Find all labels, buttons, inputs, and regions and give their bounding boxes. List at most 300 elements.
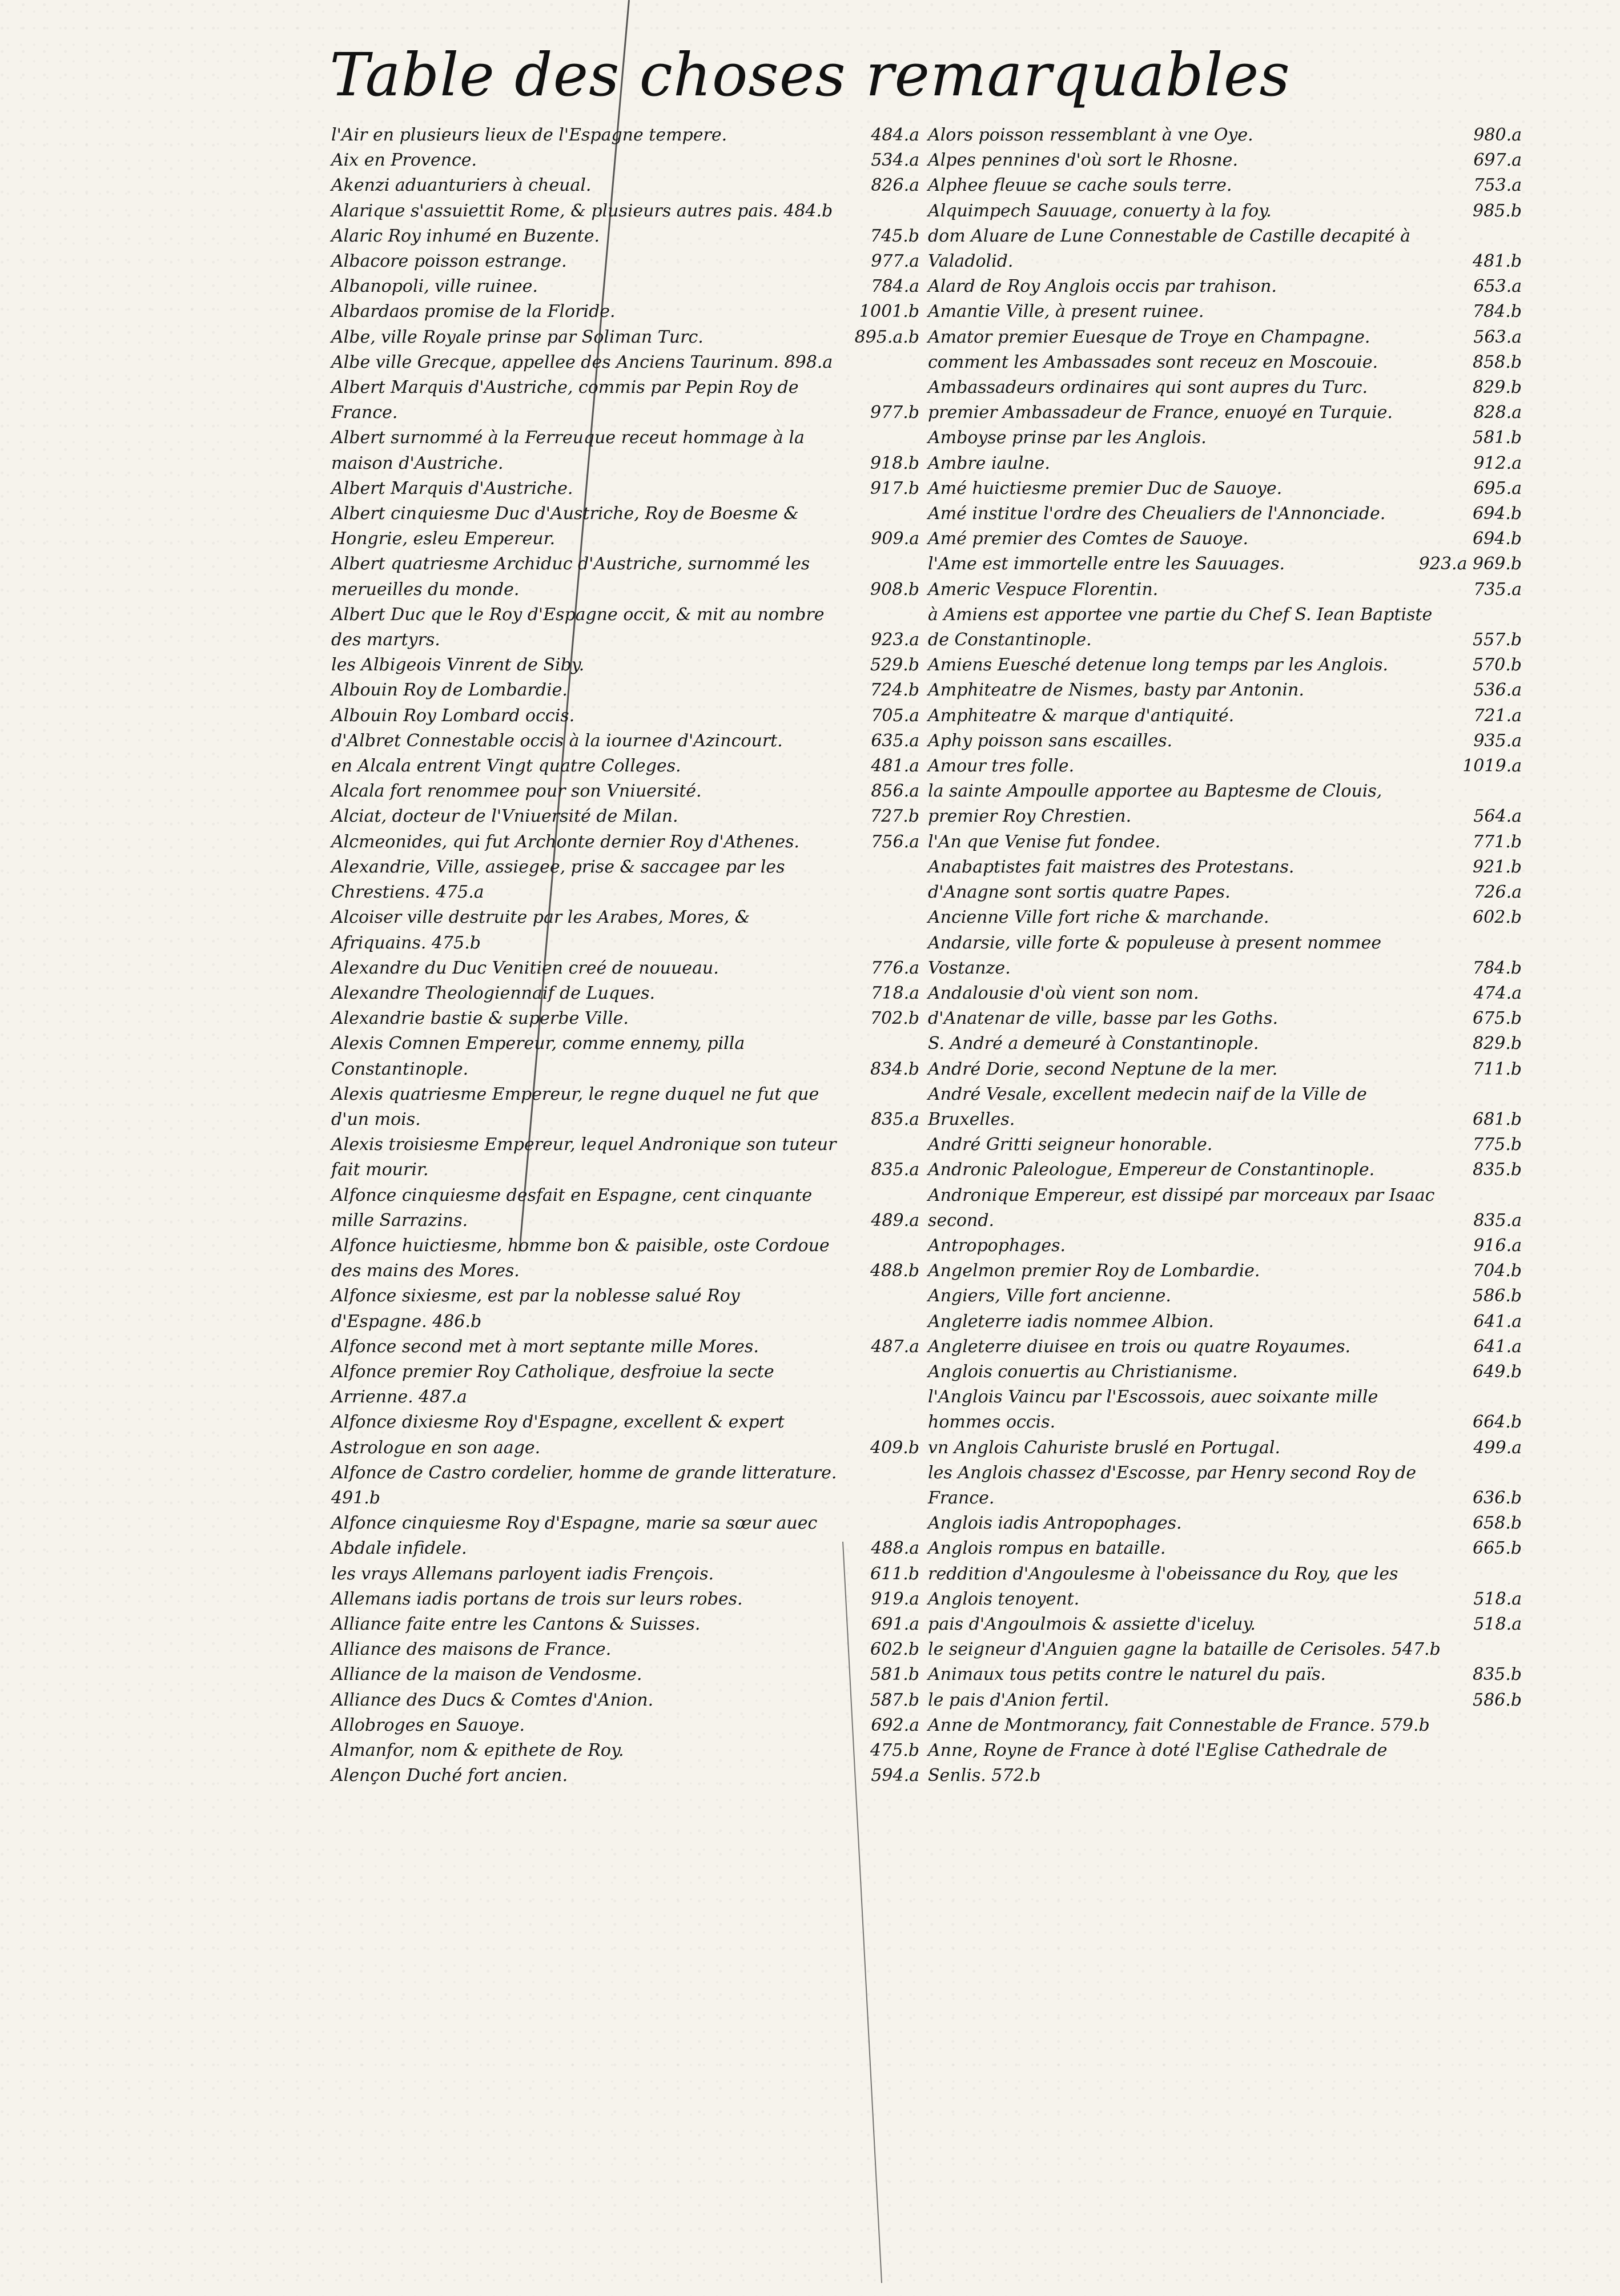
index-entry-text: Albacore poisson estrange. (331, 251, 567, 272)
index-entry-text: Amiens Euesché detenue long temps par les Anglois. (928, 655, 1388, 675)
index-entry-page: 724.b (870, 680, 919, 701)
index-entry-page: 916.a (1473, 1235, 1522, 1256)
index-entry-text: Albouin Roy de Lombardie. (331, 680, 568, 701)
index-entry-text: Alarique s'assuiettit Rome, & plusieurs autres pais. 484.b (331, 200, 833, 221)
index-entry (331, 703, 919, 729)
index-entry-text: Alcmeonides, qui fut Archonte dernier Roy d'Athenes. (331, 831, 799, 852)
index-entry-text: vn Anglois Cahuriste bruslé en Portugal. (928, 1437, 1281, 1458)
index-entry-text: Alexis troisiesme Empereur, lequel Andronique son tuteur fait mourir. (331, 1135, 837, 1180)
index-entry-page: 658.b (1472, 1513, 1522, 1534)
index-entry (928, 729, 1522, 754)
index-entry (928, 1284, 1522, 1309)
index-entry-text: l'Air en plusieurs lieux de l'Espagne tempere. (331, 125, 727, 145)
index-entry (928, 1157, 1522, 1183)
index-entry-text: Alfonce sixiesme, est par la noblesse salué Roy d'Espagne. 486.b (331, 1286, 740, 1332)
index-entry-page: 704.b (1472, 1261, 1522, 1281)
index-entry (928, 1738, 1522, 1788)
index-entry-text: Allobroges en Sauoye. (331, 1715, 525, 1735)
index-entry-page: 536.a (1473, 680, 1522, 701)
index-entry-page: 784.b (1472, 958, 1522, 978)
index-entry-text: Alfonce premier Roy Catholique, desfroiue la secte Arrienne. 487.a (331, 1361, 774, 1408)
index-entry-page: 718.a (871, 983, 919, 1003)
index-entry-text: Angiers, Ville fort ancienne. (928, 1286, 1171, 1306)
index-entry-text: Aphy poisson sans escailles. (928, 730, 1173, 751)
index-entry (928, 148, 1522, 173)
index-entry-text: le pais d'Anion fertil. (928, 1690, 1110, 1710)
index-entry (928, 1360, 1522, 1385)
index-entry (928, 1688, 1522, 1713)
index-entry (928, 476, 1522, 501)
index-entry-page: 481.b (1472, 251, 1522, 272)
index-entry-text: comment les Ambassades sont receuz en Moscouie. (928, 352, 1378, 372)
index-entry-page: 826.a (871, 175, 919, 196)
index-entry-text: Alfonce cinquiesme desfait en Espagne, cent cinquante mille Sarrazins. (331, 1185, 813, 1231)
index-entry (928, 1334, 1522, 1360)
index-entry-text: Amé huictiesme premier Duc de Sauoye. (928, 478, 1283, 498)
index-entry (331, 425, 919, 476)
index-entry (928, 299, 1522, 324)
index-entry-text: Alaric Roy inhumé en Buzente. (331, 226, 600, 246)
index-entry-text: Andronique Empereur, est dissipé par morceaux par Isaac second. (928, 1185, 1435, 1231)
index-entry (928, 1082, 1522, 1132)
index-entry-text: Albert Marquis d'Austriche, commis par Pepin Roy de France. (331, 377, 799, 423)
index-entry-page: 702.b (870, 1008, 919, 1029)
index-entry-page: 1001.b (859, 301, 919, 322)
index-entry-text: S. André a demeuré à Constantinople. (928, 1034, 1259, 1054)
index-entry-page: 923.a (871, 630, 919, 650)
index-entry-page: 564.a (1473, 806, 1522, 827)
index-entry-text: Anglois rompus en bataille. (928, 1538, 1166, 1559)
index-entry-text: Akenzi aduanturiers à cheual. (331, 175, 592, 196)
index-entry-page: 474.a (1473, 983, 1522, 1003)
index-entry-text: Albardaos promise de la Floride. (331, 301, 616, 322)
index-entry (331, 1334, 919, 1360)
index-entry (331, 1662, 919, 1687)
index-entry-page: 775.b (1472, 1135, 1522, 1155)
index-entry (928, 274, 1522, 299)
index-entry-text: Alexandre Theologiennaif de Luques. (331, 983, 656, 1003)
index-entry (331, 956, 919, 981)
index-entry-text: Ancienne Ville fort riche & marchande. (928, 907, 1269, 928)
index-entry-text: Aix en Provence. (331, 150, 477, 171)
index-entry (928, 653, 1522, 678)
index-entry (928, 1031, 1522, 1056)
index-entry-text: Albert Marquis d'Austriche. (331, 478, 573, 498)
index-entry-text: Alexis Comnen Empereur, comme ennemy, pilla Constantinople. (331, 1034, 745, 1079)
index-entry (928, 1536, 1522, 1561)
index-entry-page: 828.a (1473, 403, 1522, 423)
index-entry-text: d'Anatenar de ville, basse par les Goths. (928, 1008, 1279, 1029)
index-entry-page: 753.a (1473, 175, 1522, 196)
index-entry-page: 776.a (871, 958, 919, 978)
index-entry (331, 173, 919, 198)
index-entry-text: Andronic Paleologue, Empereur de Constantinople. (928, 1160, 1375, 1180)
index-entry-text: Amphiteatre & marque d'antiquité. (928, 705, 1235, 726)
index-entry-page: 784.a (871, 276, 919, 297)
index-entry-page: 636.b (1472, 1487, 1522, 1508)
index-entry-page: 488.b (870, 1261, 919, 1281)
index-entry (331, 905, 919, 955)
index-entry (928, 931, 1522, 981)
index-entry-text: Albe, ville Royale prinse par Soliman Turc. (331, 327, 704, 347)
index-entry-page: 641.a (1473, 1311, 1522, 1332)
index-entry-page: 488.a (871, 1538, 919, 1559)
index-entry-page: 727.b (870, 806, 919, 827)
index-entry-page: 499.a (1473, 1437, 1522, 1458)
index-entry-text: Amator premier Euesque de Troye en Champagne. (928, 327, 1370, 347)
index-entry (928, 1637, 1522, 1662)
index-entry-text: André Dorie, second Neptune de la mer. (928, 1059, 1278, 1079)
index-entry-text: Animaux tous petits contre le naturel du païs. (928, 1664, 1326, 1685)
index-entry (331, 501, 919, 552)
index-entry-text: Andalousie d'où vient son nom. (928, 983, 1199, 1003)
index-entry (331, 1284, 919, 1334)
index-entry-page: 635.a (871, 730, 919, 751)
index-entry-text: Angelmon premier Roy de Lombardie. (928, 1261, 1260, 1281)
index-entry-text: Alliance des Ducs & Comtes d'Anion. (331, 1690, 654, 1710)
index-entry-text: pais d'Angoulmois & assiette d'iceluy. (928, 1614, 1256, 1634)
index-entry-text: Anabaptistes fait maistres des Protestans. (928, 857, 1295, 877)
index-entry (331, 1461, 919, 1511)
index-entry (331, 1562, 919, 1587)
index-entry-text: Albert surnommé à la Ferreuque receut hommage à la maison d'Austriche. (331, 428, 805, 473)
index-entry (331, 350, 919, 375)
index-entry (331, 375, 919, 425)
index-entry-text: l'Anglois Vaincu par l'Escossois, auec soixante mille hommes occis. (928, 1387, 1378, 1433)
index-entry (331, 1132, 919, 1183)
index-entry-page: 756.a (871, 831, 919, 852)
index-entry-text: Alcoiser ville destruite par les Arabes, Mores, & Afriquains. 475.b (331, 907, 750, 953)
index-entry (331, 1360, 919, 1410)
index-entry (928, 678, 1522, 703)
index-entry (928, 451, 1522, 476)
index-entry-text: Albanopoli, ville ruinee. (331, 276, 538, 297)
index-entry (928, 1183, 1522, 1233)
index-column-left (331, 123, 919, 1788)
index-entry-page: 909.a (871, 529, 919, 549)
index-entry-text: Anglois conuertis au Christianisme. (928, 1361, 1238, 1382)
index-entry-page: 475.b (870, 1740, 919, 1760)
index-entry (928, 1309, 1522, 1334)
index-entry-text: la sainte Ampoulle apportee au Baptesme de Clouis, premier Roy Chrestien. (928, 781, 1382, 827)
index-entry (331, 274, 919, 299)
index-entry-page: 918.b (870, 453, 919, 473)
index-entry-page: 641.a (1473, 1336, 1522, 1357)
index-entry-text: Ambassadeurs ordinaires qui sont aupres du Turc. (928, 377, 1368, 398)
index-entry-text: Alcala fort renommee pour son Vniuersité. (331, 781, 702, 802)
index-entry-page: 919.a (871, 1589, 919, 1609)
index-entry (928, 905, 1522, 930)
index-entry-text: Angleterre iadis nommee Albion. (928, 1311, 1214, 1332)
page-title: Table des choses remarquables (329, 40, 1291, 110)
index-entry-text: Alexandrie, Ville, assiegee, prise & saccagee par les Chrestiens. 475.a (331, 857, 785, 903)
index-entry (331, 123, 919, 148)
index-entry (928, 577, 1522, 602)
index-entry-text: Alexis quatriesme Empereur, le regne duquel ne fut que d'un mois. (331, 1084, 819, 1129)
index-entry-page: 917.b (870, 478, 919, 498)
index-entry (331, 552, 919, 602)
index-entry-text: Alors poisson ressemblant à vne Oye. (928, 125, 1253, 145)
index-entry (331, 299, 919, 324)
index-entry (331, 653, 919, 678)
index-entry-text: Alfonce huictiesme, homme bon & paisible, oste Cordoue des mains des Mores. (331, 1235, 830, 1281)
index-entry-text: Albe ville Grecque, appellee des Anciens Taurinum. 898.a (331, 352, 833, 372)
index-entry (928, 552, 1522, 577)
index-entry-page: 518.a (1473, 1614, 1522, 1634)
index-entry-text: Alfonce dixiesme Roy d'Espagne, excellent & expert Astrologue en son aage. (331, 1412, 785, 1458)
index-entry-page: 784.b (1472, 301, 1522, 322)
index-entry (928, 1385, 1522, 1435)
index-entry-text: Alexandre du Duc Venitien creé de nouueau. (331, 958, 719, 978)
index-entry-text: Alfonce de Castro cordelier, homme de grande litterature. 491.b (331, 1462, 837, 1508)
index-entry (331, 476, 919, 501)
index-entry-text: Alphee fleuue se cache souls terre. (928, 175, 1232, 196)
index-entry-page: 935.a (1473, 730, 1522, 751)
index-entry-text: Alquimpech Sauuage, conuerty à la foy. (928, 200, 1272, 221)
index-entry-page: 705.a (871, 705, 919, 726)
index-entry (928, 400, 1522, 425)
index-entry-page: 570.b (1472, 655, 1522, 675)
index-entry-text: Amour tres folle. (928, 756, 1075, 777)
index-entry (331, 1082, 919, 1132)
index-entry (928, 1233, 1522, 1258)
index-entry-page: 487.a (871, 1336, 919, 1357)
index-column-right (928, 123, 1522, 1788)
index-entry-page: 771.b (1472, 831, 1522, 852)
index-entry-page: 602.b (1472, 907, 1522, 928)
index-entry-text: Alpes pennines d'où sort le Rhosne. (928, 150, 1238, 171)
index-entry (331, 1637, 919, 1662)
index-entry-text: Amé premier des Comtes de Sauoye. (928, 529, 1249, 549)
index-entry-page: 586.b (1472, 1286, 1522, 1306)
index-entry-page: 481.a (871, 756, 919, 777)
index-entry-page: 711.b (1472, 1059, 1522, 1079)
index-entry-text: d'Anagne sont sortis quatre Papes. (928, 882, 1231, 903)
index-entry-text: reddition d'Angoulesme à l'obeissance du Roy, que les Anglois tenoyent. (928, 1563, 1398, 1609)
index-entry-page: 835.a (1473, 1210, 1522, 1231)
index-entry-page: 921.b (1472, 857, 1522, 877)
index-entry-page: 835.b (1472, 1160, 1522, 1180)
index-entry (928, 1461, 1522, 1511)
index-entry-page: 694.b (1472, 529, 1522, 549)
index-entry (331, 1587, 919, 1612)
index-entry-text: Almanfor, nom & epithete de Roy. (331, 1740, 624, 1760)
index-entry-text: les Albigeois Vinrent de Siby. (331, 655, 585, 675)
index-entry-page: 602.b (870, 1639, 919, 1660)
index-entry (928, 1612, 1522, 1637)
index-entry-text: Alciat, docteur de l'Vniuersité de Milan. (331, 806, 678, 827)
index-entry (331, 148, 919, 173)
index-entry-page: 489.a (871, 1210, 919, 1231)
index-entry (331, 830, 919, 855)
index-entry-text: les vrays Allemans parloyent iadis Frençois. (331, 1563, 714, 1584)
index-entry-text: Alexandrie bastie & superbe Ville. (331, 1008, 629, 1029)
index-entry-text: Ambre iaulne. (928, 453, 1050, 473)
index-entry-page: 664.b (1472, 1412, 1522, 1433)
index-entry (928, 1132, 1522, 1157)
index-entry-page: 858.b (1472, 352, 1522, 372)
index-entry-text: dom Aluare de Lune Connestable de Castille decapité à Valadolid. (928, 226, 1411, 272)
index-entry (928, 880, 1522, 905)
index-entry-page: 912.a (1473, 453, 1522, 473)
index-entry-page: 835.a (871, 1109, 919, 1129)
index-entry (331, 855, 919, 905)
index-entry-text: Albert cinquiesme Duc d'Austriche, Roy de Boesme & Hongrie, esleu Empereur. (331, 504, 799, 549)
index-entry (928, 1006, 1522, 1031)
index-entry (928, 375, 1522, 400)
index-entry-page: 529.b (870, 655, 919, 675)
index-entry-page: 908.b (870, 579, 919, 600)
index-entry-page: 745.b (870, 226, 919, 246)
index-entry-text: en Alcala entrent Vingt quatre Colleges. (331, 756, 681, 777)
index-entry-page: 835.a (871, 1160, 919, 1180)
index-entry (928, 1511, 1522, 1536)
index-entry (331, 678, 919, 703)
index-entry (331, 779, 919, 804)
index-entry-page: 681.b (1472, 1109, 1522, 1129)
index-entry-text: Alençon Duché fort ancien. (331, 1766, 568, 1786)
index-entry-page: 691.a (871, 1614, 919, 1634)
index-entry-text: Alfonce cinquiesme Roy d'Espagne, marie sa sœur auec Abdale infidele. (331, 1513, 818, 1559)
index-entry-page: 923.a 969.b (1418, 554, 1522, 574)
index-entry-text: d'Albret Connestable occis à la iournee d'Azincourt. (331, 730, 783, 751)
index-entry-text: Amphiteatre de Nismes, basty par Antonin. (928, 680, 1304, 701)
index-entry-page: 557.b (1472, 630, 1522, 650)
index-entry-page: 829.b (1472, 377, 1522, 398)
index-entry (331, 804, 919, 829)
index-entry (331, 1410, 919, 1460)
index-entry-page: 563.a (1473, 327, 1522, 347)
index-entry-page: 977.a (871, 251, 919, 272)
index-entry-page: 980.a (1473, 125, 1522, 145)
index-entry-page: 675.b (1472, 1008, 1522, 1029)
index-entry (331, 1511, 919, 1561)
index-entry (928, 425, 1522, 451)
index-entry-page: 692.a (871, 1715, 919, 1735)
index-entry (331, 249, 919, 274)
index-entry-text: à Amiens est apportee vne partie du Chef S. Iean Baptiste de Constantinople. (928, 604, 1433, 650)
index-entry-text: Albert quatriesme Archiduc d'Austriche, surnommé les merueilles du monde. (331, 554, 810, 600)
index-entry-text: les Anglois chassez d'Escosse, par Henry second Roy de France. (928, 1462, 1416, 1508)
index-entry (928, 1057, 1522, 1082)
index-entry-page: 1019.a (1462, 756, 1522, 777)
index-entry-page: 695.a (1473, 478, 1522, 498)
index-entry-page: 665.b (1472, 1538, 1522, 1559)
index-entry-text: l'Ame est immortelle entre les Sauuages. (928, 554, 1285, 574)
index-entry-page: 581.b (1472, 428, 1522, 448)
index-entry-page: 694.b (1472, 504, 1522, 524)
index-entry-page: 594.a (871, 1766, 919, 1786)
index-entry (928, 602, 1522, 653)
index-entry-text: Alard de Roy Anglois occis par trahison. (928, 276, 1277, 297)
index-entry-text: Antropophages. (928, 1235, 1066, 1256)
index-entry (928, 199, 1522, 224)
index-entry-text: Allemans iadis portans de trois sur leurs robes. (331, 1589, 743, 1609)
index-entry (928, 526, 1522, 552)
index-entry (928, 779, 1522, 829)
index-entry-page: 697.a (1473, 150, 1522, 171)
index-entry (331, 1183, 919, 1233)
index-entry (331, 981, 919, 1006)
index-entry-page: 409.b (870, 1437, 919, 1458)
index-entry (928, 981, 1522, 1006)
index-entry (331, 1763, 919, 1788)
index-entry-text: Anglois iadis Antropophages. (928, 1513, 1182, 1534)
index-entry-page: 977.b (870, 403, 919, 423)
index-entry-page: 735.a (1473, 579, 1522, 600)
index-entry-page: 484.a (871, 125, 919, 145)
index-entry (331, 1006, 919, 1031)
index-entry (331, 1612, 919, 1637)
index-entry (928, 501, 1522, 526)
index-entry (928, 754, 1522, 779)
index-entry-page: 726.a (1473, 882, 1522, 903)
index-entry-text: André Vesale, excellent medecin naif de la Ville de Bruxelles. (928, 1084, 1367, 1129)
index-entry-text: Albouin Roy Lombard occis. (331, 705, 575, 726)
index-entry-text: Albert Duc que le Roy d'Espagne occit, & mit au nombre des martyrs. (331, 604, 825, 650)
index-entry-text: Alliance des maisons de France. (331, 1639, 612, 1660)
index-entry-text: Amé institue l'ordre des Cheualiers de l'Annonciade. (928, 504, 1386, 524)
index-entry (928, 1713, 1522, 1738)
index-entry-text: le seigneur d'Anguien gagne la bataille de Cerisoles. 547.b (928, 1639, 1441, 1660)
index-entry-text: André Gritti seigneur honorable. (928, 1135, 1213, 1155)
index-entry-page: 649.b (1472, 1361, 1522, 1382)
index-entry (928, 173, 1522, 198)
index-entry-text: Anne, Royne de France à doté l'Eglise Cathedrale de Senlis. 572.b (928, 1740, 1388, 1786)
index-entry (928, 1258, 1522, 1284)
index-entry (331, 199, 919, 224)
index-entry-text: Amantie Ville, à present ruinee. (928, 301, 1204, 322)
index-entry (928, 1562, 1522, 1612)
index-entry-text: Alliance de la maison de Vendosme. (331, 1664, 642, 1685)
index-entry-text: Amboyse prinse par les Anglois. (928, 428, 1207, 448)
index-entry (331, 325, 919, 350)
index-entry (928, 855, 1522, 880)
index-entry-page: 835.b (1472, 1664, 1522, 1685)
index-entry (928, 123, 1522, 148)
index-entry (928, 350, 1522, 375)
index-entry (331, 224, 919, 249)
index-entry (331, 729, 919, 754)
index-entry (331, 1233, 919, 1284)
index-entry (331, 1738, 919, 1763)
index-entry (331, 1713, 919, 1738)
index-entry-page: 653.a (1473, 276, 1522, 297)
index-entry (928, 224, 1522, 274)
index-entry-text: Alliance faite entre les Cantons & Suisses. (331, 1614, 701, 1634)
index-entry (928, 703, 1522, 729)
index-entry (331, 754, 919, 779)
index-entry-page: 586.b (1472, 1690, 1522, 1710)
index-entry-text: l'An que Venise fut fondee. (928, 831, 1161, 852)
index-entry-page: 518.a (1473, 1589, 1522, 1609)
index-entry-page: 611.b (870, 1563, 919, 1584)
index-entry-page: 721.a (1473, 705, 1522, 726)
index-entry (928, 830, 1522, 855)
index-entry-page: 829.b (1472, 1034, 1522, 1054)
index-entry-text: Americ Vespuce Florentin. (928, 579, 1159, 600)
index-entry-page: 581.b (870, 1664, 919, 1685)
index-entry-page: 587.b (870, 1690, 919, 1710)
index-entry (928, 1662, 1522, 1687)
index-entry-page: 985.b (1472, 200, 1522, 221)
index-entry-page: 534.a (871, 150, 919, 171)
index-entry (928, 325, 1522, 350)
index-entry (331, 602, 919, 653)
index-entry-text: Anne de Montmorancy, fait Connestable de France. 579.b (928, 1715, 1430, 1735)
index-entry (331, 1688, 919, 1713)
index-entry (331, 1031, 919, 1081)
